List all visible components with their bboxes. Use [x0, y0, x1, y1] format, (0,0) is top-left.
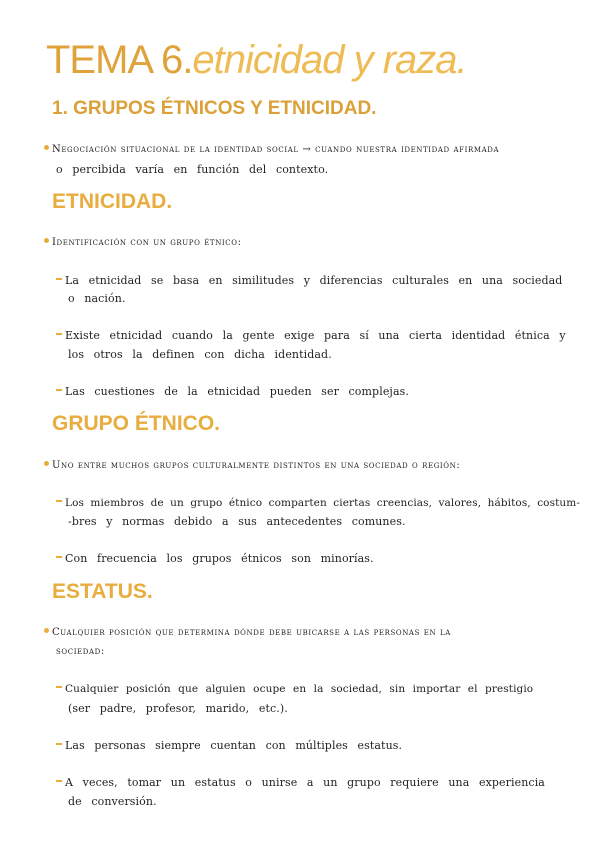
list-item: A veces, tomar un estatus o unirse a un grupo requiere una experiencia	[56, 773, 546, 792]
dash-icon	[56, 743, 62, 745]
dash-icon	[56, 780, 62, 782]
grupo-heading: GRUPO ÉTNICO.	[52, 412, 221, 435]
dash-icon	[56, 278, 62, 280]
page-title	[46, 38, 467, 83]
dash-icon	[56, 556, 62, 558]
etnicidad-heading: ETNICIDAD.	[52, 190, 173, 213]
bullet-dot-icon	[44, 628, 49, 633]
list-item-cont: los otros la definen con dicha identidad.	[68, 348, 332, 361]
estatus-lead-line1: Cualquier posición que determina dónde debe ubicarse a las personas en la	[44, 623, 564, 642]
bullet-dot-icon	[44, 238, 49, 243]
list-item-cont: de conversión.	[68, 795, 157, 808]
list-item: Los miembros de un grupo étnico comparten ciertas creencias, valores, hábitos, costum-	[56, 494, 546, 513]
list-item: Con frecuencia los grupos étnicos son minorías.	[56, 549, 546, 568]
dash-icon	[56, 686, 62, 688]
list-item: Las cuestiones de la etnicidad pueden ser complejas.	[56, 382, 546, 401]
list-item-cont: o nación.	[68, 292, 126, 305]
list-item: Cualquier posición que alguien ocupe en la sociedad, sin importar el prestigio	[56, 680, 546, 699]
etnicidad-lead: Identificación con un grupo étnico:	[44, 233, 564, 252]
estatus-heading: ESTATUS.	[52, 580, 153, 603]
bullet-dot-icon	[44, 145, 49, 150]
section1-intro-line1: Negociación situacional de la identidad social → cuando nuestra identidad afirmada	[44, 140, 564, 159]
title-part2: etnicidad y raza.	[192, 38, 467, 82]
list-item: Existe etnicidad cuando la gente exige para sí una cierta identidad étnica y	[56, 326, 546, 345]
dash-icon	[56, 500, 62, 502]
list-item-cont: -bres y normas debido a sus antecedentes comunes.	[68, 515, 406, 528]
section1-intro-line2: o percibida varía en función del contexto.	[56, 163, 329, 176]
grupo-lead: Uno entre muchos grupos culturalmente distintos en una sociedad o región:	[44, 456, 564, 475]
list-item-cont: (ser padre, profesor, marido, etc.).	[68, 702, 288, 715]
list-item: Las personas siempre cuentan con múltiples estatus.	[56, 736, 546, 755]
list-item: La etnicidad se basa en similitudes y diferencias culturales en una sociedad	[56, 271, 546, 290]
estatus-lead-line2: sociedad:	[56, 646, 105, 657]
title-part1: TEMA 6.	[46, 38, 193, 82]
section1-heading: 1. GRUPOS ÉTNICOS Y ETNICIDAD.	[52, 98, 377, 119]
dash-icon	[56, 389, 62, 391]
dash-icon	[56, 333, 62, 335]
bullet-dot-icon	[44, 461, 49, 466]
